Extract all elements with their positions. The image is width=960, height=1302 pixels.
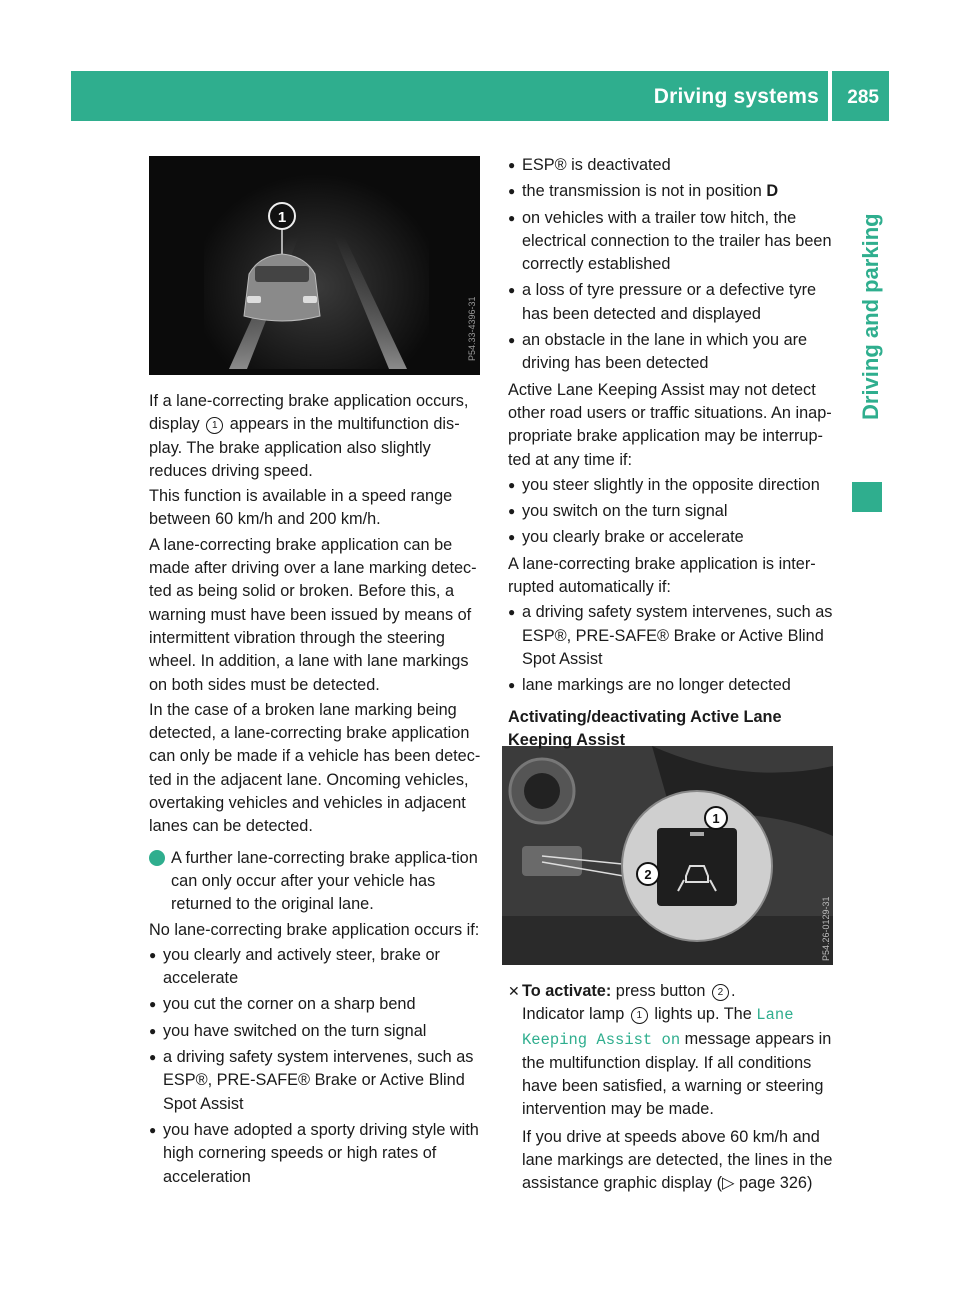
- section-title: Driving systems: [653, 85, 819, 108]
- page-ref[interactable]: page 326): [734, 1174, 813, 1193]
- list-item: ● you clearly and actively steer, brake or accelerate: [149, 945, 440, 988]
- list-item: ● an obstacle in the lane in which you are driving has been detected: [508, 331, 808, 373]
- paragraph-speed-lines: If you drive at speeds above 60 km/h and lane markings are detected, the lines in the assistance graphic display (▷ page 326): [522, 1127, 833, 1193]
- info-note: i A further lane-correcting brake applica-tion can only occur after your vehicle has returned to the original lane.: [144, 848, 478, 914]
- list-item: ● a driving safety system intervenes, such as ESP®, PRE-SAFE® Brake or Active Blind Spot Assist: [508, 603, 833, 668]
- paragraph-broken-marking: In the case of a broken lane marking being detected, a lane-correcting brake application can only be made if a vehicle has been detec-ted in the adjacent lane. Oncoming vehicles, overtaking vehicles and vehicles in adjacent lanes can be detected.: [149, 700, 481, 836]
- callout-2: 2: [644, 867, 652, 882]
- header-bar: [71, 71, 889, 121]
- callout-1: 1: [277, 209, 287, 226]
- list-item: ● you have switched on the turn signal: [149, 1021, 427, 1040]
- paragraph-lane-marking: A lane-correcting brake application can be made after driving over a lane marking detec-ted as being solid or broken. Before this, a warning must have been issued by means of intermittent vibration through the steering wheel. In addition, a lane with lane markings on both sides must be detected.: [149, 535, 477, 694]
- list-item: ● the transmission is not in position D: [508, 182, 779, 201]
- list-item: ● on vehicles with a trailer tow hitch, the electrical connection to the trailer has been correctly established: [508, 208, 832, 274]
- right-column: [508, 154, 838, 754]
- paragraph-interrupted: A lane-correcting brake application is inter-rupted automatically if:: [508, 554, 816, 597]
- callout-ref-2: 2: [712, 984, 729, 1001]
- page-ref-arrow: ▷: [722, 1174, 735, 1193]
- steering-wheel-illustration: [502, 746, 833, 965]
- list-item: ● a loss of tyre pressure or a defective tyre has been detected and displayed: [508, 281, 817, 323]
- figure-code: P54.33-4396-31: [467, 296, 477, 361]
- list-item: ● a driving safety system intervenes, such as ESP®, PRE-SAFE® Brake or Active Blind Spot Assist: [149, 1048, 474, 1113]
- chapter-marker: [852, 482, 882, 512]
- left-column: [144, 390, 484, 1192]
- info-icon: i: [149, 850, 165, 866]
- callout-ref-1: 1: [206, 417, 223, 434]
- header-divider: [828, 71, 832, 121]
- callout-ref-1b: 1: [631, 1007, 648, 1024]
- chapter-tab-label: Driving and parking: [858, 213, 883, 420]
- paragraph-display: If a lane-correcting brake application occurs, display 1 appears in the multifunction dis-play. The brake application also slightly reduces driving speed.: [149, 392, 469, 480]
- list-item: ● you steer slightly in the opposite direction: [508, 475, 820, 494]
- list-item: ● you have adopted a sporty driving style with high cornering speeds or high rates of acceleration: [149, 1120, 479, 1186]
- display-illustration: [149, 156, 480, 375]
- paragraph-speed-range: This function is available in a speed range between 60 km/h and 200 km/h.: [149, 487, 453, 529]
- list-item: ● lane markings are no longer detected: [508, 676, 791, 695]
- list-item: ● you switch on the turn signal: [508, 502, 728, 521]
- section-heading: Activating/deactivating Active Lane Keeping Assist: [508, 707, 782, 749]
- page-number: 285: [847, 87, 879, 108]
- step-item: ✕ To activate: press button 2 . Indicator lamp 1 lights up. The Lane Keeping Assist on message appears in the multifunction display. If all conditions have been satisfied, a warning or steering intervention may be made. If you drive at speeds above 60 km/h and lane markings are detected, the lines in the assistance graphic display (▷ page 326): [508, 980, 838, 1196]
- list-item: ● you clearly brake or accelerate: [508, 528, 744, 547]
- display-message: Lane Keeping Assist on: [522, 1006, 794, 1049]
- list-item: ● ESP® is deactivated: [508, 156, 671, 174]
- paragraph-no-application: No lane-correcting brake application occurs if:: [149, 920, 480, 939]
- figure-code-steering: P54.26-0129-31: [821, 896, 831, 961]
- list-item: ● you cut the corner on a sharp bend: [149, 995, 416, 1014]
- callout-1-steering: 1: [712, 811, 720, 826]
- activation-steps: [508, 980, 838, 1199]
- paragraph-may-not-detect: Active Lane Keeping Assist may not detect other road users or traffic situations. An inap-propriate brake application may be interrup-ted at any time if:: [508, 380, 832, 469]
